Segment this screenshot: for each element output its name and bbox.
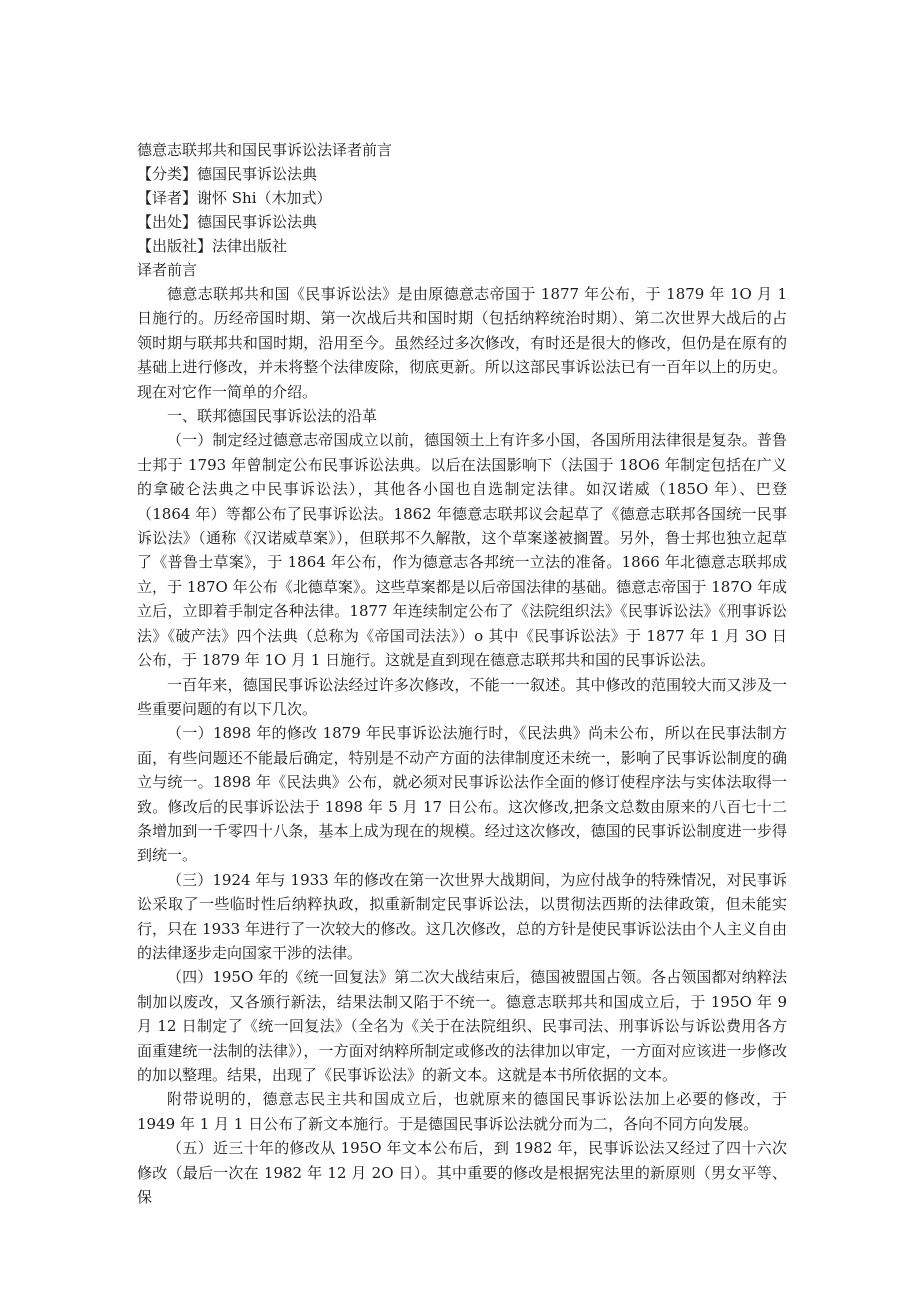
paragraph-1924-1933: （三）1924 年与 1933 年的修改在第一次世界大战期间，为应付战争的特殊情况，对民事诉讼采取了一些临时性后纳粹执政，拟重新制定民事诉讼法，以贯彻法西斯的法律政策，但未能实行，只在 1933 年进行了一次较大的修改。这几次修改，总的方针是使民事诉讼法由个人主义自由的法律逐步走向国家干涉的法律。 bbox=[137, 870, 787, 962]
section-label: 译者前言 bbox=[137, 261, 198, 279]
document-body bbox=[137, 138, 787, 1209]
paragraph-revisions-intro: 一百年来，德国民事诉讼法经过许多次修改，不能一一叙述。其中修改的范围较大而又涉及一些重要问题的有以下几次。 bbox=[137, 675, 787, 718]
meta-category: 【分类】德国民事诉讼法典 bbox=[137, 165, 318, 183]
paragraph-recent: （五）近三十年的修改从 195O 年文本公布后，到 1982 年，民事诉讼法又经过了四十六次修改（最后一次在 1982 年 12 月 2O 日）。其中重要的修改是根据宪法里的新原则（男女平等、保 bbox=[137, 1139, 787, 1207]
meta-translator: 【译者】谢怀 Shi（木加式） bbox=[137, 189, 332, 207]
document-title: 德意志联邦共和国民事诉讼法译者前言 bbox=[137, 141, 393, 159]
section-heading: 一、联邦德国民事诉讼法的沿革 bbox=[167, 407, 378, 426]
meta-source: 【出处】德国民事诉讼法典 bbox=[137, 213, 318, 231]
paragraph-1898: （一）1898 年的修改 1879 年民事诉讼法施行时，《民法典》尚未公布，所以在民事法制方面，有些问题还不能最后确定，特别是不动产方面的法律制度还未统一，影响了民事诉讼制度的确立与统一。1898 年《民法典》公布，就必须对民事诉讼法作全面的修订使程序法与实体法取得一致。修改后的民事诉讼法于 1898 年 5 月 17 日公布。这次修改,把条文总数由原来的八百七十二条增加到一千零四十八条，基本上成为现在的规模。经过这次修改，德国的民事诉讼制度进一步得到统一。 bbox=[137, 724, 787, 865]
paragraph-history: （一）制定经过德意志帝国成立以前，德国领土上有许多小国，各国所用法律很是复杂。普鲁士邦于 1793 年曾制定公布民事诉讼法典。以后在法国影响下（法国于 18O6 年制定包括在广义的拿破仑法典之中民事诉讼法），其他各小国也自选制定法律。如汉诺威（185O 年）、巴登（1864 年）等都公布了民事诉讼法。1862 年德意志联邦议会起草了《德意志联邦各国统一民事诉讼法》（通称《汉诺威草案》），但联邦不久解散，这个草案遂被搁置。另外，鲁士邦也独立起草了《普鲁士草案》，于 1864 年公布，作为德意志各邦统一立法的准备。1866 年北德意志联邦成立，于 187O 年公布《北德草案》。这些草案都是以后帝国法律的基础。德意志帝国于 187O 年成立后，立即着手制定各种法律。1877 年连续制定公布了《法院组织法》《民事诉讼法》《刑事诉讼法》《破产法》四个法典（总称为《帝国司法法》）o 其中《民事诉讼法》于 1877 年 1 月 3O 日公布，于 1879 年 1O 月 1 日施行。这就是直到现在德意志联邦共和国的民事诉讼法。 bbox=[137, 431, 787, 670]
meta-publisher: 【出版社】法律出版社 bbox=[137, 237, 288, 255]
paragraph-1950: （四）195O 年的《统一回复法》第二次大战结束后，德国被盟国占领。各占领国都对纳粹法制加以废改，又各颁行新法，结果法制又陷于不统一。德意志联邦共和国成立后，于 195O 年 9 月 12 日制定了《统一回复法》（全名为《关于在法院组织、民事司法、刑事诉讼与诉讼费用各方面重建统一法制的法律》），一方面对纳粹所制定或修改的法律加以审定，一方面对应该进一步修改的加以整理。结果，出现了《民事诉讼法》的新文本。这就是本书所依据的文本。 bbox=[137, 968, 787, 1084]
paragraph-gdr-note: 附带说明的，德意志民主共和国成立后，也就原来的德国民事诉讼法加上必要的修改，于 1949 年 1 月 1 日公布了新文本施行。于是德国民事诉讼法就分而为二，各向不同方向发展。 bbox=[137, 1090, 787, 1133]
paragraph-intro: 德意志联邦共和国《民事诉讼法》是由原德意志帝国于 1877 年公布，于 1879 年 1O 月 1 日施行的。历经帝国时期、第一次战后共和国时期（包括纳粹统治时期）、第二次世界大战后的占领时期与联邦共和国时期，沿用至今。虽然经过多次修改，有时还是很大的修改，但仍是在原有的基础上进行修改，并未将整个法律废除，彻底更新。所以这部民事诉讼法已有一百年以上的历史。现在对它作一简单的介绍。 bbox=[137, 285, 787, 401]
